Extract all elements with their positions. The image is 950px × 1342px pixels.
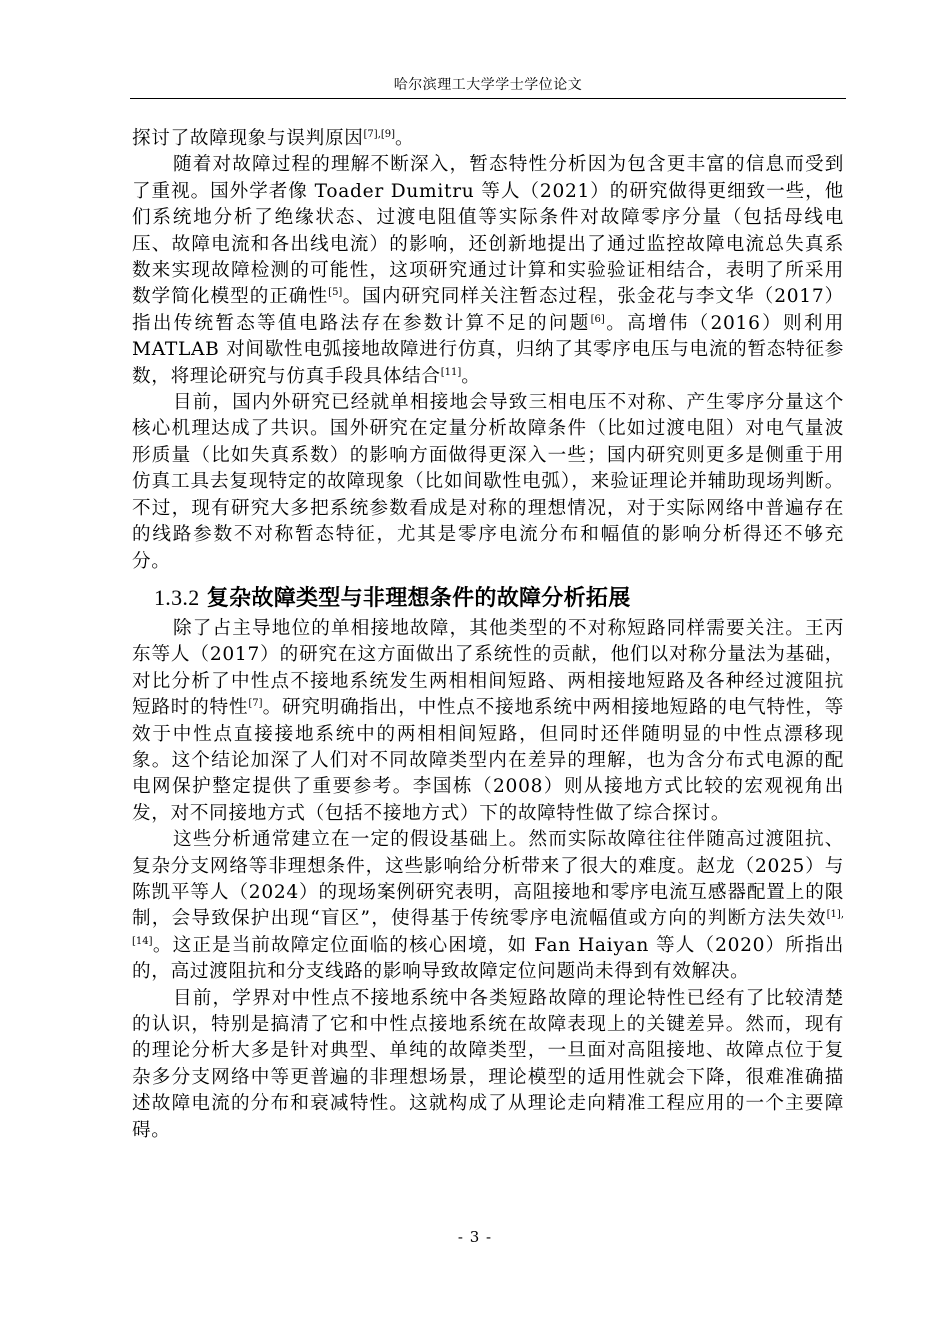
running-header: 哈尔滨理工大学学士学位论文 <box>393 77 583 93</box>
paragraph-text: 。 <box>395 128 415 149</box>
paragraph-text: 。这正是当前故障定位面临的核心困境，如 Fan Haiyan 等人（2020）所指出的，高过渡阻抗和分支线路的影响导致故障定位问题尚未得到有效解决。 <box>132 934 844 983</box>
paragraph-group-after-section <box>132 616 844 1144</box>
paragraph-p1 <box>132 152 844 390</box>
paragraph-group-before-section <box>132 126 844 575</box>
citation-superscript: [7],[9] <box>363 129 396 140</box>
body-text <box>132 126 844 1144</box>
paragraph-text: 随着对故障过程的理解不断深入，暂态特性分析因为包含更丰富的信息而受到了重视。国外学者像 Toader Dumitru 等人（2021）的研究做得更细致一些，他们系统地分析了绝缘状态、过渡电阻值等实际条件对故障零序分量（包括母线电压、故障电流和各出线电流）的影响，还创新地提出了通过监控故障电流总失真系数来实现故障检测的可能性，这项研究通过计算和实验验证相结合，表明了所采用数学简化模型的正确性 <box>132 154 844 308</box>
paragraph-p2 <box>132 390 844 575</box>
paragraph-text: 。高增伟（2016）则利用 MATLAB 对间歇性电弧接地故障进行仿真，归纳了其零序电压与电流的暂态特征参数，将理论研究与仿真手段具体结合 <box>132 312 844 387</box>
citation-superscript: [5] <box>328 287 343 299</box>
paragraph-text: 探讨了故障现象与误判原因 <box>132 128 364 149</box>
section-number: 1.3.2 <box>154 584 200 610</box>
citation-superscript: [6] <box>590 313 605 325</box>
paragraph-text: 。国内研究同样关注暂态过程，张金花与李文华（2017）指出传统暂态等值电路法存在参数计算不足的问题 <box>132 286 844 334</box>
paragraph-text: 。 <box>461 365 481 387</box>
section-title: 复杂故障类型与非理想条件的故障分析拓展 <box>206 585 631 611</box>
header-rule <box>130 98 846 99</box>
paragraph-text: 这些分析通常建立在一定的假设基础上。然而实际故障往往伴随高过渡阻抗、复杂分支网络等非理想条件，这些影响给分析带来了很大的难度。赵龙（2025）与陈凯平等人（2024）的现场案例研究表明，高阻接地和零序电流互感器配置上的限制，会导致保护出现“盲区”，使得基于传统零序电流幅值或方向的判断方法失效 <box>132 829 844 930</box>
paragraph-p5 <box>132 986 844 1144</box>
paragraph-text: 除了占主导地位的单相接地故障，其他类型的不对称短路同样需要关注。王丙东等人（2017）的研究在这方面做出了系统性的贡献，他们以对称分量法为基础，对比分析了中性点不接地系统发生两相相间短路、两相接地短路及各种经过渡阻抗短路时的特性 <box>132 617 844 719</box>
paragraph-p4 <box>132 827 844 985</box>
paragraph-text: 目前，学界对中性点不接地系统中各类短路故障的理论特性已经有了比较清楚的认识，特别是搞清了它和中性点接地系统在故障表现上的关键差异。然而，现有的理论分析大多是针对典型、单纯的故障类型，一旦面对高阻接地、故障点位于复杂多分支网络中等更普遍的非理想场景，理论模型的适用性就会下降，很难准确描述故障电流的分布和衰减特性。这就构成了从理论走向精准工程应用的一个主要障碍。 <box>132 987 844 1141</box>
paragraph-p3 <box>132 616 844 827</box>
page-number: - 3 - <box>457 1228 493 1246</box>
paragraph-text: 目前，国内外研究已经就单相接地会导致三相电压不对称、产生零序分量这个核心机理达成了共识。国外研究在定量分析故障条件（比如过渡电阻）对电气量波形质量（比如失真系数）的影响方面做得更深入一些；国内研究则更多是侧重于用仿真工具去复现特定的故障现象（比如间歇性电弧），来验证理论并辅助现场判断。不过，现有研究大多把系统参数看成是对称的理想情况，对于实际网络中普遍存在的线路参数不对称暂态特征，尤其是零序电流分布和幅值的影响分析得还不够充分。 <box>132 392 844 572</box>
citation-superscript: [1],[14] <box>132 909 844 947</box>
citation-superscript: [7] <box>248 698 263 710</box>
paragraph-p0 <box>132 126 844 152</box>
section-heading <box>154 583 844 614</box>
citation-superscript: [11] <box>440 366 462 378</box>
paragraph-text: 。研究明确指出，中性点不接地系统中两相接地短路的电气特性，等效于中性点直接接地系统中的两相相间短路，但同时还伴随明显的中性点漂移现象。这个结论加深了人们对不同故障类型内在差异的理解，也为含分布式电源的配电网保护整定提供了重要参考。李国栋（2008）则从接地方式比较的宏观视角出发，对不同接地方式（包括不接地方式）下的故障特性做了综合探讨。 <box>132 697 844 824</box>
